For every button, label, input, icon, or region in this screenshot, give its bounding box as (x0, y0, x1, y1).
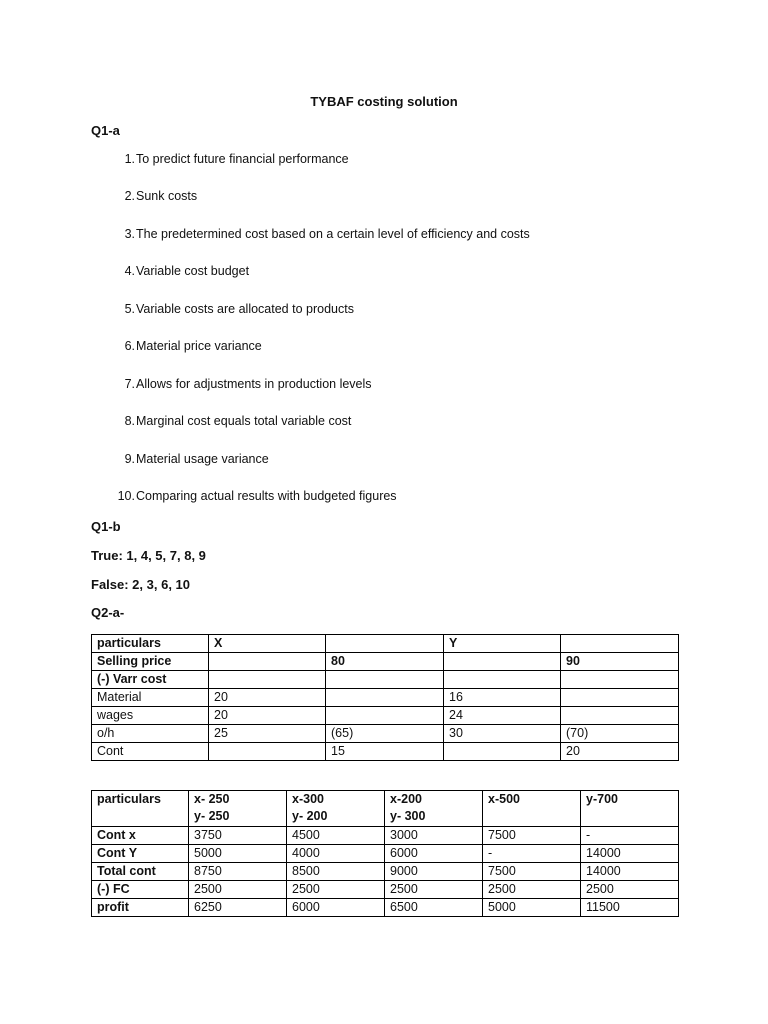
table-cell: Material (92, 689, 209, 707)
list-item-text: Comparing actual results with budgeted figures (136, 489, 397, 503)
table-cell: 14000 (581, 845, 679, 863)
list-item-number: 5. (124, 302, 135, 316)
list-item (108, 227, 530, 241)
list-item-text: Material price variance (136, 339, 262, 353)
header-line-2: y- 300 (390, 809, 426, 823)
table-row (92, 689, 679, 707)
table-row (92, 845, 679, 863)
table-row (92, 863, 679, 881)
table-cell: 2500 (385, 881, 483, 899)
table-row (92, 881, 679, 899)
table-cell: 16 (444, 689, 561, 707)
list-item (108, 189, 197, 203)
list-item (108, 152, 349, 166)
table-cell (209, 743, 326, 761)
header-line-1: x-500 (488, 792, 520, 806)
list-item-number: 8. (124, 414, 135, 428)
list-item-text: Sunk costs (136, 189, 198, 203)
table-cell: (65) (326, 725, 444, 743)
table-cell (561, 635, 679, 653)
header-line-2: y- 250 (194, 809, 230, 823)
header-line-1: particulars (97, 792, 161, 806)
table-cell: Cont (92, 743, 209, 761)
variable-cost-table (91, 634, 679, 761)
table-cell: 6250 (189, 899, 287, 917)
table-cell: Selling price (92, 653, 209, 671)
table-cell: (-) Varr cost (92, 671, 209, 689)
table-cell (444, 743, 561, 761)
table-row (92, 725, 679, 743)
table-cell (326, 635, 444, 653)
table-cell: profit (92, 899, 189, 917)
table-cell: 7500 (483, 827, 581, 845)
table-cell: 90 (561, 653, 679, 671)
table-cell: - (581, 827, 679, 845)
q2a-heading: Q2-a- (91, 605, 125, 620)
list-item-text: The predetermined cost based on a certain level of efficiency and costs (136, 227, 530, 241)
table-cell: 2500 (483, 881, 581, 899)
table-cell: 2500 (189, 881, 287, 899)
table-cell: 4000 (287, 845, 385, 863)
table-row (92, 653, 679, 671)
table-cell (444, 671, 561, 689)
document-title: TYBAF costing solution (310, 94, 458, 109)
table-cell (326, 707, 444, 725)
q1b-true-line: True: 1, 4, 5, 7, 8, 9 (91, 548, 206, 563)
profit-comparison-table (91, 790, 679, 917)
table-cell: (-) FC (92, 881, 189, 899)
table-cell: 4500 (287, 827, 385, 845)
list-item-text: Variable cost budget (136, 264, 250, 278)
table-cell (326, 671, 444, 689)
q1b-heading: Q1-b (91, 519, 121, 534)
table-row (92, 899, 679, 917)
table-header-cell (385, 791, 483, 827)
table-cell (209, 671, 326, 689)
header-line-1: x- 250 (194, 792, 230, 806)
table-cell: 7500 (483, 863, 581, 881)
table-header-cell (483, 791, 581, 827)
header-line-1: y-700 (586, 792, 618, 806)
list-item (108, 339, 262, 353)
table-cell: 11500 (581, 899, 679, 917)
table-cell (561, 671, 679, 689)
table-cell: 5000 (483, 899, 581, 917)
table-cell: 5000 (189, 845, 287, 863)
table-cell: 20 (561, 743, 679, 761)
table-cell: - (483, 845, 581, 863)
table-cell: (70) (561, 725, 679, 743)
table-header-row (92, 791, 679, 827)
table-cell (444, 653, 561, 671)
table-header-cell (189, 791, 287, 827)
table-cell: Cont Y (92, 845, 189, 863)
table-header-cell (287, 791, 385, 827)
table-cell: 8500 (287, 863, 385, 881)
table-row (92, 635, 679, 653)
list-item-text: Material usage variance (136, 452, 269, 466)
table-row (92, 827, 679, 845)
list-item-text: Marginal cost equals total variable cost (136, 414, 352, 428)
table-cell: 3000 (385, 827, 483, 845)
table-header-cell (92, 791, 189, 827)
table-cell: 2500 (287, 881, 385, 899)
table-header-cell (581, 791, 679, 827)
table-cell: 30 (444, 725, 561, 743)
header-line-2: y- 200 (292, 809, 328, 823)
table-row (92, 707, 679, 725)
list-item-text: Variable costs are allocated to products (136, 302, 354, 316)
table-cell: wages (92, 707, 209, 725)
list-item-number: 9. (124, 452, 135, 466)
table-cell: 25 (209, 725, 326, 743)
list-item-number: 7. (124, 377, 135, 391)
list-item (108, 302, 354, 316)
table-cell: X (209, 635, 326, 653)
q1a-heading: Q1-a (91, 123, 120, 138)
list-item-text: Allows for adjustments in production levels (136, 377, 372, 391)
list-item-number: 4. (124, 264, 135, 278)
table-cell: Cont x (92, 827, 189, 845)
table-cell: 20 (209, 707, 326, 725)
table-cell: 80 (326, 653, 444, 671)
list-item-number: 1. (124, 152, 135, 166)
table-cell (561, 707, 679, 725)
list-item-number: 6. (124, 339, 135, 353)
table-cell (326, 689, 444, 707)
list-item (108, 377, 372, 391)
list-item (108, 264, 249, 278)
table-cell: 6000 (385, 845, 483, 863)
table-cell: 3750 (189, 827, 287, 845)
table-row (92, 743, 679, 761)
table-cell: Y (444, 635, 561, 653)
table-cell: Total cont (92, 863, 189, 881)
table-cell: o/h (92, 725, 209, 743)
table-cell (561, 689, 679, 707)
list-item (108, 489, 397, 503)
header-line-1: x-300 (292, 792, 324, 806)
list-item (108, 452, 269, 466)
table-cell: 8750 (189, 863, 287, 881)
list-item-number: 3. (124, 227, 135, 241)
q1b-false-line: False: 2, 3, 6, 10 (91, 577, 191, 592)
header-line-1: x-200 (390, 792, 422, 806)
list-item (108, 414, 351, 428)
table-cell: 14000 (581, 863, 679, 881)
list-item-text: To predict future financial performance (136, 152, 349, 166)
table-cell: 6500 (385, 899, 483, 917)
table-cell (209, 653, 326, 671)
table-cell: 6000 (287, 899, 385, 917)
table-cell: particulars (92, 635, 209, 653)
table-cell: 24 (444, 707, 561, 725)
table-cell: 2500 (581, 881, 679, 899)
table-row (92, 671, 679, 689)
table-cell: 15 (326, 743, 444, 761)
table-cell: 20 (209, 689, 326, 707)
list-item-number: 10. (117, 489, 135, 503)
list-item-number: 2. (124, 189, 135, 203)
table-cell: 9000 (385, 863, 483, 881)
